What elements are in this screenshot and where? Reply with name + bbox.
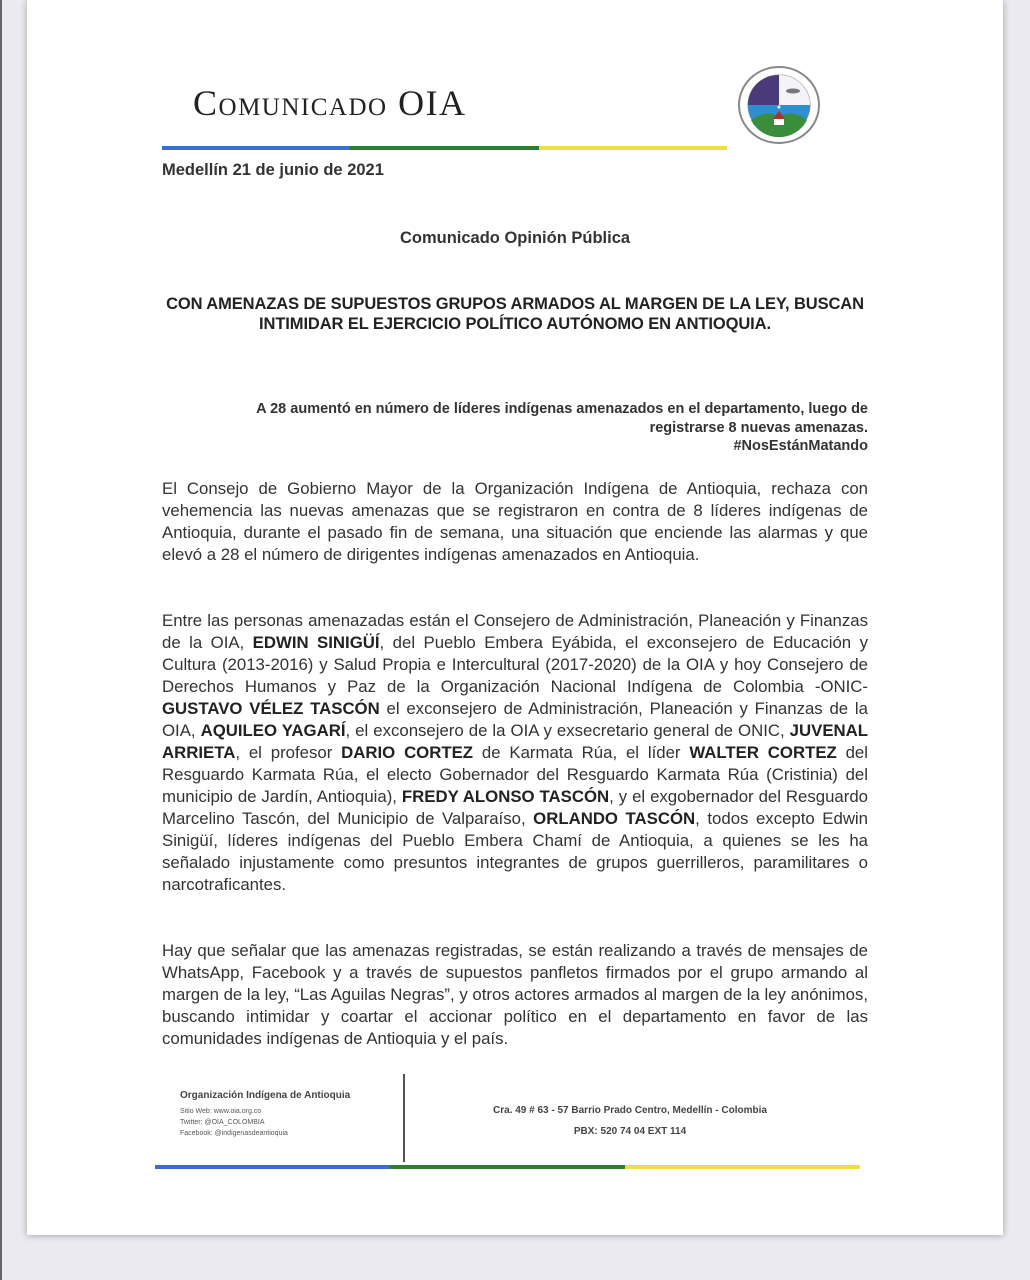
footer-address-block bbox=[440, 1100, 820, 1142]
leader-name: EDWIN SINIGÜÍ bbox=[252, 633, 380, 652]
paragraph-3: Hay que señalar que las amenazas registradas, se están realizando a través de mensajes de WhatsApp, Facebook y a través de supuestos panfletos firmados por el grupo armando al margen de la ley, “Las Aguilas Negras”, y otros actores armados al margen de la ley anónimos, buscando intimidar y coartar el accionar político en el departamento en favor de las comunidades indígenas de Antioquia y el país. bbox=[162, 941, 868, 1048]
leader-name: FREDY ALONSO TASCÓN bbox=[401, 787, 610, 806]
text: Entre las personas amenazadas están el Consejero de Administración, Planeación y Finanzas de la OIA, bbox=[162, 611, 868, 652]
footer-twitter: Twitter: @OIA_COLOMBIA bbox=[180, 1119, 265, 1126]
footer-phone: PBX: 520 74 04 EXT 114 bbox=[573, 1126, 687, 1137]
footer-org-name: Organización Indígena de Antioquia bbox=[180, 1090, 351, 1101]
paragraph-1: El Consejo de Gobierno Mayor de la Organización Indígena de Antioquia, rechaza con vehemencia las nuevas amenazas que se registraron en contra de 8 líderes indígenas de Antioquia, durante el pasado fin de semana, una situación que enciende las alarmas y que elevó a 28 el número de dirigentes indígenas amenazados en Antioquia. bbox=[162, 479, 868, 564]
text: , el exconsejero de la OIA y exsecretario general de ONIC, bbox=[345, 721, 790, 740]
text: , el profesor bbox=[235, 743, 342, 762]
lead-line-1: A 28 aumentó en número de líderes indígenas amenazados en el departamento, luego de bbox=[256, 401, 868, 417]
leader-name: JUVENAL ARRIETA bbox=[162, 721, 868, 762]
viewer-left-edge bbox=[0, 0, 2, 1280]
footer-tricolor-bar bbox=[155, 1165, 860, 1169]
leader-name: AQUILEO YAGARÍ bbox=[200, 721, 346, 740]
leader-name: WALTER CORTEZ bbox=[689, 743, 837, 762]
footer-address: Cra. 49 # 63 - 57 Barrio Prado Centro, Medellín - Colombia bbox=[493, 1105, 767, 1116]
header-tricolor-bar bbox=[162, 146, 727, 150]
text: , y el exgobernador del Resguardo Marcelino Tascón, del Municipio de Valparaíso, bbox=[162, 787, 868, 828]
document-subtitle: Comunicado Opinión Pública bbox=[399, 229, 631, 247]
oia-seal-logo-icon bbox=[737, 65, 821, 145]
text: de Karmata Rúa, el líder bbox=[473, 743, 690, 762]
document-title: Comunicado OIA bbox=[193, 83, 467, 123]
footer-contact bbox=[180, 1090, 350, 1139]
lead-hashtag: #NosEstánMatando bbox=[733, 438, 868, 454]
document-date: Medellín 21 de junio de 2021 bbox=[162, 161, 384, 179]
footer-website: Sitio Web: www.oia.org.co bbox=[180, 1108, 262, 1115]
leader-name: DARIO CORTEZ bbox=[341, 743, 474, 762]
text: del Resguardo Karmata Rúa, el electo Gobernador del Resguardo Karmata Rúa (Cristinia) del municipio de Jardín, Antioquia), bbox=[162, 743, 868, 806]
text: el exconsejero de Administración, Planeación y Finanzas de la OIA, bbox=[162, 699, 868, 740]
text: , todos excepto Edwin Sinigüí, líderes indígenas del Pueblo Embera Chamí de Antioquia, a quienes se les ha señalado injustamente como presuntos integrantes de grupos guerrilleros, paramilitares o narcotraficantes. bbox=[162, 809, 868, 894]
footer-facebook: Facebook: @indigenasdeantioquia bbox=[180, 1130, 288, 1137]
leader-name: GUSTAVO VÉLEZ TASCÓN bbox=[162, 699, 380, 718]
lead-line-2: registrarse 8 nuevas amenazas. bbox=[649, 419, 868, 436]
lead-summary bbox=[180, 400, 868, 456]
document-headline: CON AMENAZAS DE SUPUESTOS GRUPOS ARMADOS AL MARGEN DE LA LEY, BUSCAN INTIMIDAR EL EJERCICIO POLÍTICO AUTÓNOMO EN ANTIOQUIA. bbox=[166, 295, 864, 333]
footer-divider bbox=[403, 1074, 405, 1162]
text: , del Pueblo Embera Eyábida, el exconsejero de Educación y Cultura (2013-2016) y Salud Propia e Intercultural (2017-2020) de la OIA y hoy Consejero de Derechos Humanos y Paz de la Organización Nacional Indígena de Colombia -ONIC- bbox=[162, 633, 868, 696]
leader-name: ORLANDO TASCÓN bbox=[533, 809, 696, 828]
paragraph-2 bbox=[162, 610, 868, 896]
